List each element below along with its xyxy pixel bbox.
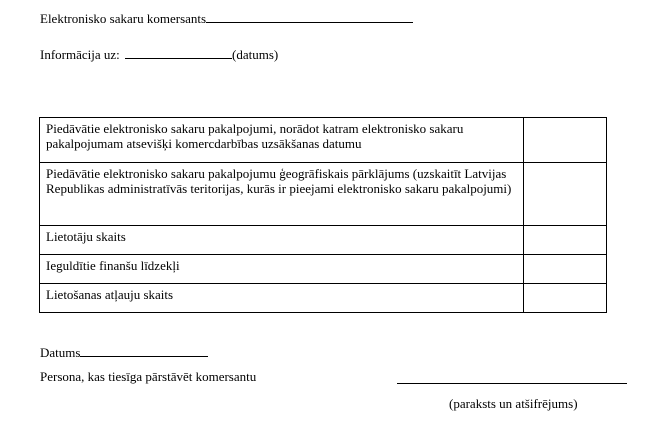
info-date-caption: (datums) — [232, 47, 279, 62]
table-row — [40, 118, 607, 163]
info-date-line — [40, 46, 278, 62]
person-label: Persona, kas tiesīga pārstāvēt komersantu — [40, 369, 257, 384]
row-value-investment[interactable] — [524, 255, 607, 284]
operator-blank[interactable] — [206, 10, 413, 23]
operator-label: Elektronisko sakaru komersants — [40, 11, 207, 26]
date-label: Datums — [40, 345, 81, 360]
row-value-permits[interactable] — [524, 284, 607, 313]
table-row — [40, 255, 607, 284]
row-value-coverage[interactable] — [524, 163, 607, 226]
row-label-investment: Ieguldītie finanšu līdzekļi — [40, 255, 524, 284]
row-label-users: Lietotāju skaits — [40, 226, 524, 255]
info-label: Informācija uz: — [40, 47, 120, 62]
row-value-users[interactable] — [524, 226, 607, 255]
row-label-coverage: Piedāvātie elektronisko sakaru pakalpojumu ģeogrāfiskais pārklājums (uzskaitīt Latvijas Republikas administratīvās teritorijas, kurās ir pieejami elektronisko sakaru pakalpojumi) — [40, 163, 524, 226]
info-date-blank[interactable] — [125, 46, 232, 59]
table-row — [40, 284, 607, 313]
date-blank[interactable] — [80, 344, 208, 357]
row-value-services[interactable] — [524, 118, 607, 163]
date-line — [40, 344, 208, 360]
operator-line — [40, 10, 413, 26]
table-row — [40, 226, 607, 255]
table-row — [40, 163, 607, 226]
row-label-permits: Lietošanas atļauju skaits — [40, 284, 524, 313]
signature-caption: (paraksts un atšifrējums) — [449, 396, 578, 411]
info-table — [39, 117, 607, 313]
signature-line[interactable] — [397, 383, 627, 384]
row-label-services: Piedāvātie elektronisko sakaru pakalpojumi, norādot katram elektronisko sakaru pakalpojumam atsevišķi komercdarbības uzsākšanas datumu — [40, 118, 524, 163]
